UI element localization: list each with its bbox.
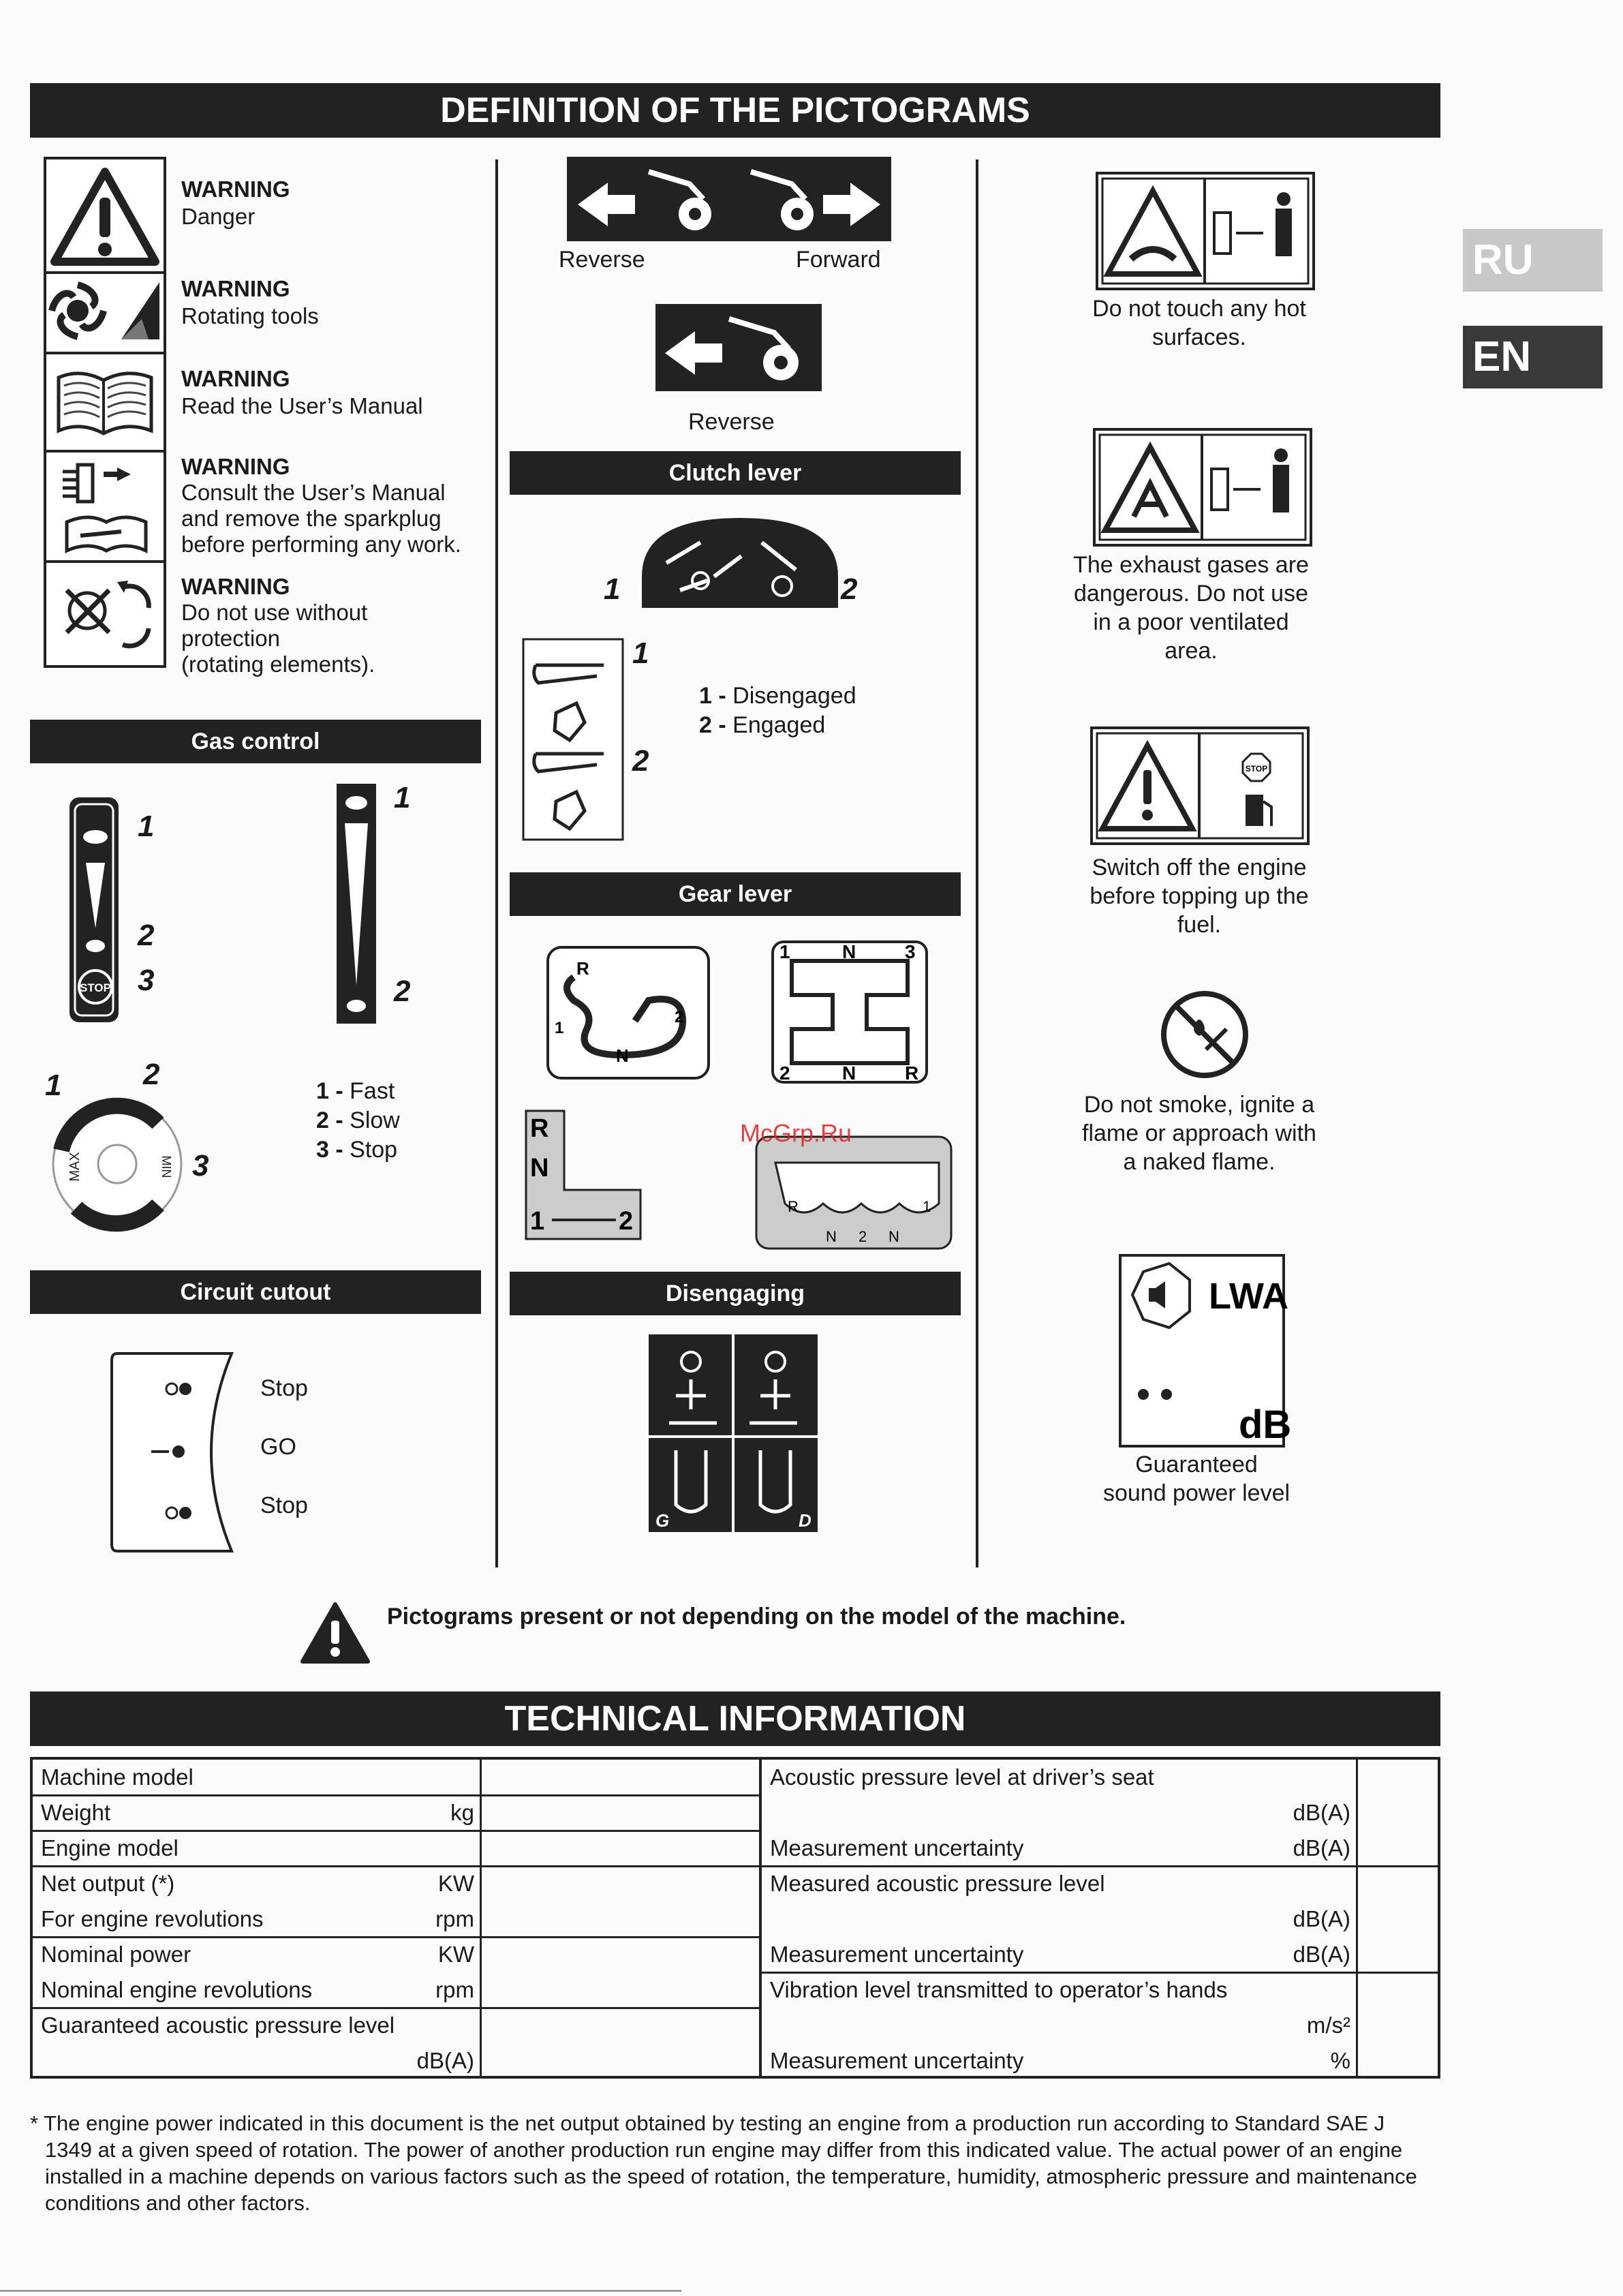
tech-unit: rpm (435, 1977, 474, 2002)
tech-label: Nominal power (41, 1942, 191, 1967)
gas-control-title: Gas control (30, 720, 481, 763)
tech-label: Measurement uncertainty (770, 1835, 1024, 1861)
tech-table (30, 1757, 1440, 2079)
pictograms-title: DEFINITION OF THE PICTOGRAMS (30, 83, 1440, 138)
technical-info-title: TECHNICAL INFORMATION (30, 1692, 1440, 1746)
circuit-stop-1: Stop (260, 1375, 308, 1401)
reverse-label: Reverse (559, 247, 645, 273)
sparkplug-manual-icon (46, 451, 164, 557)
column-divider (976, 159, 978, 1567)
clutch-lever-title: Clutch lever (510, 451, 961, 495)
gear-mark-n: N (826, 1228, 837, 1245)
tech-unit: m/s² (1306, 2012, 1350, 2038)
gas-num-1: 1 (138, 810, 155, 843)
tech-label: Acoustic pressure level at driver’s seat (770, 1764, 1154, 1790)
column-divider (495, 159, 498, 1567)
gear-mark-1: 1 (530, 1207, 545, 1236)
tech-label: Machine model (41, 1764, 194, 1790)
legend-label: Fast (350, 1078, 395, 1104)
exhaust-gas-text: The exhaust gases are dangerous. Do not use in a poor ventilated area. (1073, 552, 1309, 664)
gear-pattern-gate-icon (755, 1135, 953, 1250)
tech-unit: KW (437, 1871, 474, 1896)
legend-label: Stop (350, 1137, 398, 1163)
gear-mark-1: 1 (779, 941, 790, 962)
gear-mark-1: 1 (555, 1019, 564, 1037)
warning-text: Danger (181, 204, 256, 229)
exhaust-gas-icon (1093, 428, 1312, 547)
gear-mark-3: 3 (905, 941, 916, 962)
throttle-dial-icon (49, 1096, 185, 1232)
dial-num-2: 2 (143, 1058, 160, 1091)
legend-label: Engaged (732, 712, 826, 738)
tech-unit: dB(A) (1293, 1835, 1350, 1861)
gas-num-2: 2 (394, 975, 411, 1008)
warning-text: Do not use without (181, 600, 368, 625)
clutch-lever-diagram-icon (522, 638, 624, 841)
tech-unit: dB(A) (416, 2048, 474, 2073)
reverse-forward-icon (567, 157, 891, 241)
warning-text: Rotating tools (181, 303, 319, 328)
warning-text: (rotating elements). (181, 652, 375, 677)
dial-min-label: MIN (159, 1155, 173, 1178)
gear-mark-n: N (842, 941, 856, 962)
circuit-stop-2: Stop (260, 1493, 308, 1518)
no-smoking-text: Do not smoke, ignite a flame or approach with a naked flame. (1082, 1092, 1316, 1175)
tech-unit: rpm (435, 1906, 474, 1931)
tech-label: Weight (41, 1800, 111, 1825)
tech-label: Measurement uncertainty (770, 1942, 1024, 1967)
gear-mark-r: R (905, 1062, 919, 1084)
clutch-num-1: 1 (632, 637, 649, 670)
throttle-wedge-icon (333, 781, 380, 1026)
gear-mark-2: 2 (859, 1228, 867, 1245)
stop-sign-text: STOP (1245, 764, 1268, 774)
tech-label: Measurement uncertainty (770, 2048, 1024, 2073)
disengage-d: D (799, 1510, 812, 1531)
pictograms-note: Pictograms present or not depending on the model of the machine. (387, 1604, 1126, 1629)
gear-mark-r: R (576, 958, 589, 979)
disengaging-title: Disengaging (510, 1272, 961, 1315)
clutch-num-2: 2 (632, 744, 649, 778)
legend-label: Disengaged (732, 683, 856, 709)
gas-legend (316, 1077, 400, 1165)
clutch-num-1: 1 (604, 572, 621, 606)
legend-num: 2 - (699, 712, 726, 738)
gear-mark-n: N (530, 1154, 549, 1182)
gas-num-1: 1 (394, 781, 411, 814)
sound-power-level-icon (1119, 1254, 1292, 1448)
clutch-dome-icon (639, 515, 841, 611)
circuit-go: GO (260, 1434, 296, 1460)
legend-label: Slow (350, 1107, 400, 1133)
sound-power-text: Guaranteed sound power level (1102, 1452, 1290, 1506)
gear-pattern-h-icon (771, 940, 928, 1084)
warning-text: Consult the User’s Manual (181, 480, 446, 505)
tech-label: Measured acoustic pressure level (770, 1871, 1105, 1896)
warning-title: WARNING (181, 177, 290, 202)
warning-text: before performing any work. (181, 532, 461, 557)
tech-label: Net output (*) (41, 1871, 175, 1896)
tech-unit: % (1330, 2048, 1350, 2073)
tech-unit: dB(A) (1293, 1800, 1350, 1825)
warning-title: WARNING (181, 574, 290, 599)
tech-label: Engine model (41, 1835, 179, 1861)
tech-unit: dB(A) (1293, 1906, 1350, 1931)
warning-text: Read the User’s Manual (181, 393, 423, 418)
gear-mark-r: R (788, 1198, 799, 1215)
tech-label: Nominal engine revolutions (41, 1977, 313, 2002)
no-smoking-icon (1158, 988, 1251, 1081)
gear-mark-n: N (888, 1228, 899, 1245)
dial-num-1: 1 (45, 1069, 62, 1102)
gear-mark-2: 2 (779, 1062, 790, 1084)
caution-triangle-icon (300, 1600, 371, 1666)
refuel-stop-engine-icon (1090, 726, 1310, 845)
gear-mark-2: 2 (675, 1008, 684, 1026)
reverse2-label: Reverse (688, 409, 775, 435)
gear-mark-2: 2 (619, 1207, 634, 1236)
tech-label: For engine revolutions (41, 1906, 264, 1931)
watermark: McGrp.Ru (740, 1119, 852, 1147)
tab-ru[interactable]: RU (1463, 229, 1603, 292)
gear-mark-n: N (616, 1045, 629, 1066)
hot-surface-text: Do not touch any hot surfaces. (1092, 296, 1306, 350)
throttle-vertical-icon (65, 795, 127, 1026)
disengage-g: G (655, 1510, 670, 1531)
legend-num: 3 - (316, 1137, 343, 1163)
tech-footnote: * The engine power indicated in this document is the net output obtained by testing an engine from a production run according to Standard SAE J 1349 at a given speed of rotation. The power of another production run engine may differ from this indicated value. The actual power of an engine installed in a machine depends on various factors such as the speed of rotation, the temperature, humidity, atmospheric pressure and maintenance conditions and other factors. (30, 2111, 1417, 2215)
warning-text: and remove the sparkplug (181, 506, 442, 531)
legend-num: 2 - (316, 1107, 343, 1133)
reverse-icon (655, 304, 822, 391)
circuit-cutout-title: Circuit cutout (30, 1270, 481, 1314)
warning-text: protection (181, 626, 280, 651)
gas-num-2: 2 (138, 919, 155, 952)
tech-label: Vibration level transmitted to operator’s hands (770, 1977, 1228, 2002)
rotating-elements-protection-icon (46, 560, 164, 662)
tab-en[interactable]: EN (1463, 326, 1603, 388)
circuit-switch-icon (109, 1351, 236, 1554)
legend-num: 1 - (316, 1078, 343, 1104)
danger-icon (46, 162, 164, 271)
legend-num: 1 - (699, 683, 726, 709)
refuel-text: Switch off the engine before topping up the fuel. (1089, 855, 1309, 938)
page-bottom-rule (0, 2290, 681, 2292)
tech-unit: kg (450, 1800, 474, 1825)
lwa-label: LWA (1209, 1276, 1288, 1317)
tech-unit: KW (437, 1942, 474, 1967)
gear-lever-title: Gear lever (510, 872, 961, 916)
gear-mark-n: N (842, 1062, 856, 1084)
user-manual-icon (46, 354, 164, 447)
warning-title: WARNING (181, 276, 290, 301)
clutch-legend (699, 682, 856, 740)
stop-badge-text: STOP (80, 981, 111, 994)
tech-label: Guaranteed acoustic pressure level (41, 2012, 395, 2038)
warning-title: WARNING (181, 454, 290, 479)
db-label: dB (1239, 1403, 1292, 1447)
forward-label: Forward (796, 247, 881, 273)
gear-pattern-loop-icon (546, 946, 710, 1080)
clutch-num-2: 2 (841, 572, 858, 606)
tech-unit: dB(A) (1293, 1942, 1350, 1967)
gear-pattern-l-icon (523, 1108, 643, 1242)
rotating-tools-icon (46, 271, 164, 350)
gear-mark-r: R (530, 1114, 549, 1143)
dial-num-3: 3 (192, 1149, 209, 1182)
gear-mark-1: 1 (923, 1198, 931, 1215)
disengaging-icon (649, 1334, 818, 1532)
gas-num-3: 3 (138, 964, 155, 997)
dial-max-label: MAX (67, 1152, 82, 1182)
hot-surface-icon (1096, 172, 1315, 290)
warning-title: WARNING (181, 366, 290, 391)
